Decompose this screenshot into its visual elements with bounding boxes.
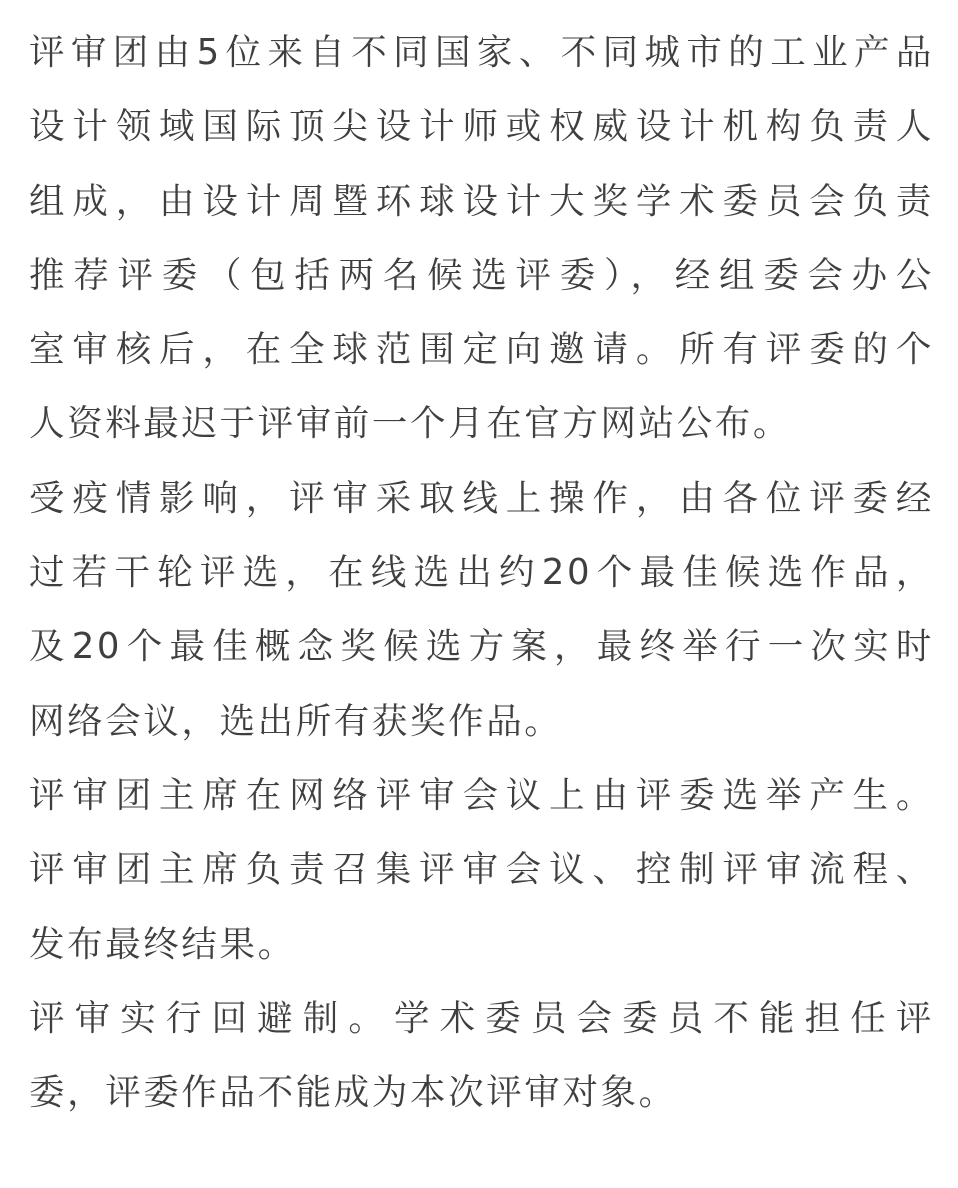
text-line: 评审实行回避制。学术委员会委员不能担任评 [29, 997, 934, 1039]
text-line: 人资料最迟于评审前一个月在官方网站公布。 [29, 403, 792, 445]
text-line: 网络会议，选出所有获奖作品。 [29, 700, 563, 742]
text-line: 过若干轮评选，在线选出约20个最佳候选作品， [29, 552, 934, 594]
text-line: 及20个最佳概念奖候选方案，最终举行一次实时 [29, 626, 934, 668]
text-line: 评审团由5位来自不同国家、不同城市的工业产品 [29, 32, 934, 73]
text-line: 委，评委作品不能成为本次评审对象。 [29, 1072, 677, 1114]
text-line: 推荐评委（包括两名候选评委），经组委会办公 [29, 254, 934, 296]
text-line: 组成，由设计周暨环球设计大奖学术委员会负责 [29, 180, 934, 222]
text-line: 评审团主席在网络评审会议上由评委选举产生。 [29, 774, 934, 816]
text-line: 评审团主席负责召集评审会议、控制评审流程、 [29, 849, 934, 891]
article-body [29, 16, 934, 1130]
text-line: 设计领域国际顶尖设计师或权威设计机构负责人 [29, 106, 934, 148]
text-line: 受疫情影响，评审采取线上操作，由各位评委经 [29, 477, 934, 519]
text-line: 发布最终结果。 [29, 923, 296, 965]
text-line: 室审核后，在全球范围定向邀请。所有评委的个 [29, 329, 934, 371]
